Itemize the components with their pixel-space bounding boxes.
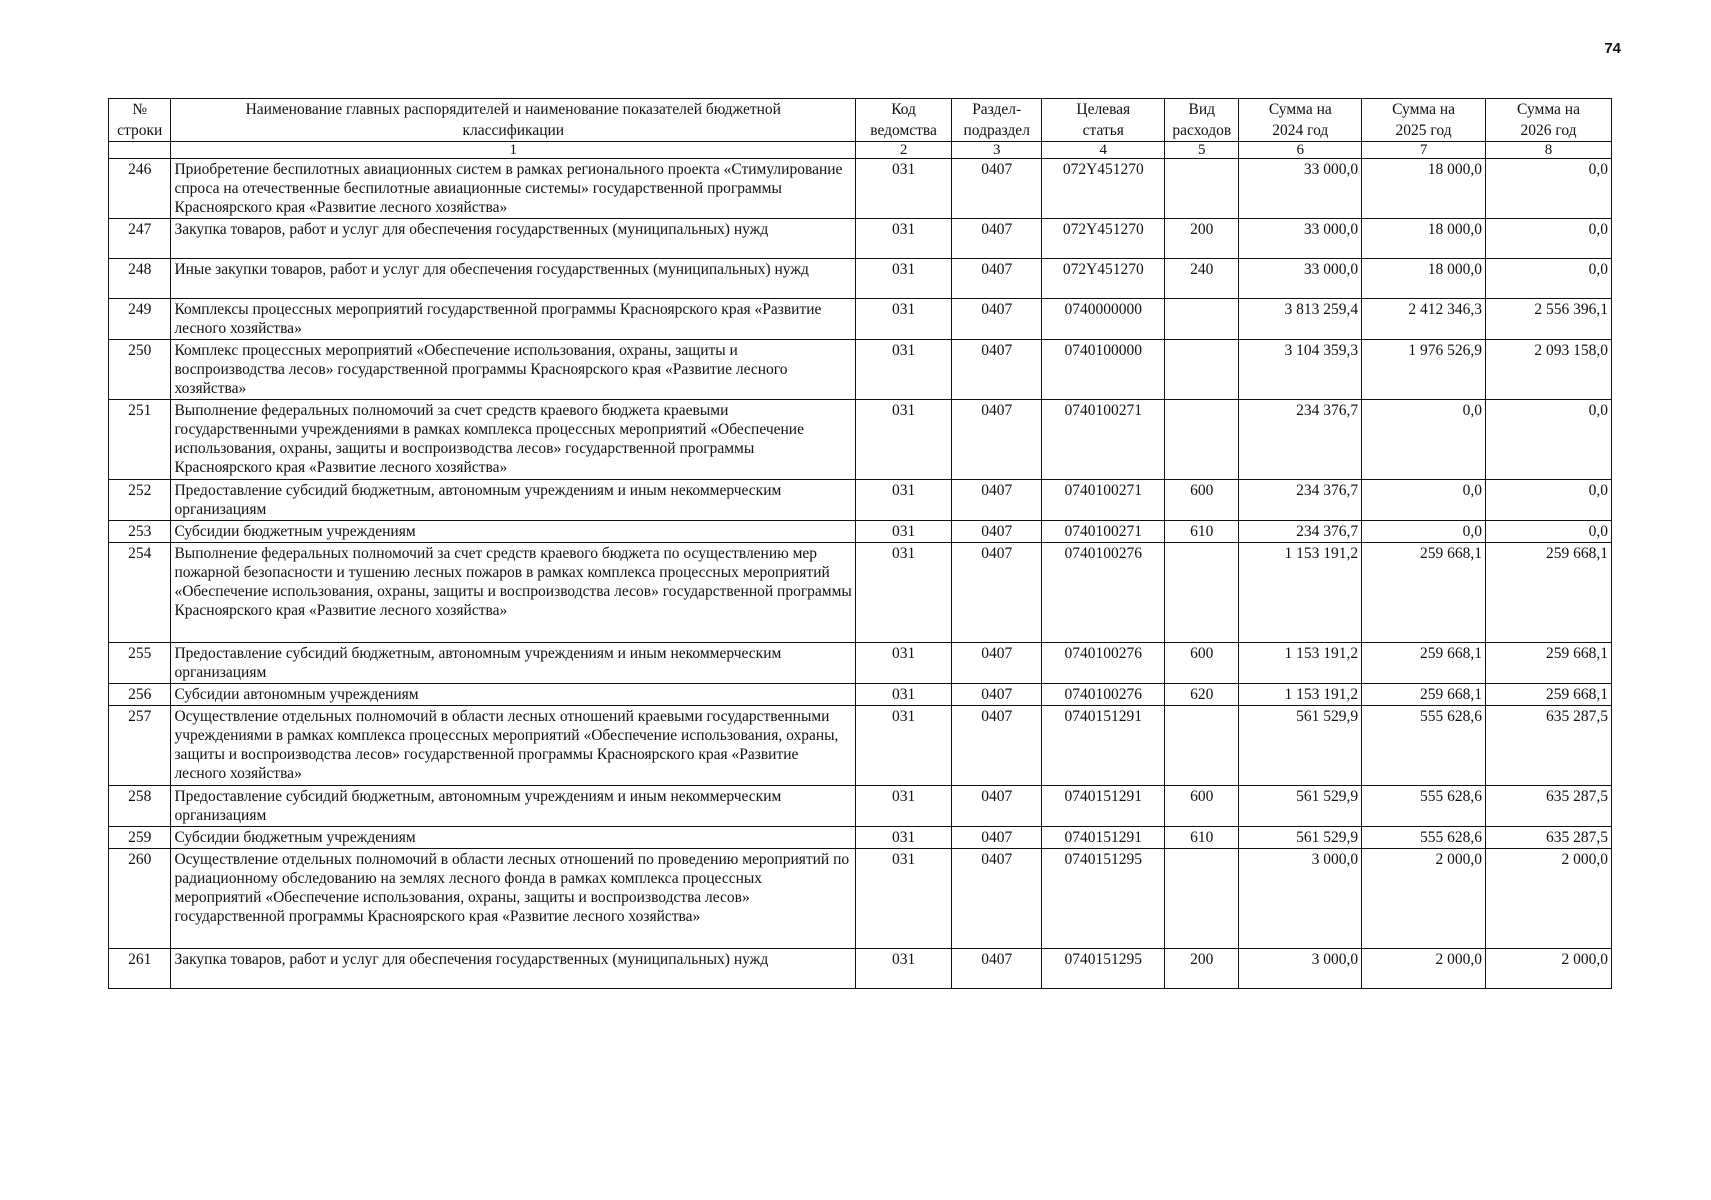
row-target-cell: 0740100276 <box>1042 643 1165 684</box>
row-section-cell: 0407 <box>951 786 1041 827</box>
row-exp-type-cell: 620 <box>1165 684 1239 706</box>
row-dept-code-cell: 031 <box>856 340 952 400</box>
column-index: 4 <box>1042 142 1165 159</box>
row-name-cell: Комплекс процессных мероприятий «Обеспечение использования, охраны, защиты и воспроизводства лесов» государственной программы Красноярского края «Развитие лесного хозяйства» <box>171 340 856 400</box>
row-exp-type-cell: 600 <box>1165 786 1239 827</box>
row-sum-2025-cell: 2 412 346,3 <box>1362 299 1486 340</box>
row-name-cell: Иные закупки товаров, работ и услуг для обеспечения государственных (муниципальных) нужд <box>171 259 856 299</box>
row-name-cell: Закупка товаров, работ и услуг для обеспечения государственных (муниципальных) нужд <box>171 949 856 989</box>
row-sum-2026-cell: 0,0 <box>1485 480 1611 521</box>
row-sum-2025-cell: 259 668,1 <box>1362 543 1486 643</box>
row-sum-2024-cell: 1 153 191,2 <box>1239 643 1362 684</box>
row-sum-2024-cell: 33 000,0 <box>1239 219 1362 259</box>
row-number-cell: 259 <box>109 827 171 849</box>
table-row <box>109 400 1612 480</box>
row-section-cell: 0407 <box>951 849 1041 949</box>
row-target-cell: 072Y451270 <box>1042 219 1165 259</box>
row-name-cell: Выполнение федеральных полномочий за счет средств краевого бюджета по осуществлению мер пожарной безопасности и тушению лесных пожаров в рамках комплекса процессных мероприятий «Обеспечение использования, охраны, защиты и воспроизводства лесов» государственной программы Красноярского края «Развитие лесного хозяйства» <box>171 543 856 643</box>
row-sum-2026-cell: 259 668,1 <box>1485 684 1611 706</box>
row-number-cell: 252 <box>109 480 171 521</box>
row-sum-2024-cell: 3 104 359,3 <box>1239 340 1362 400</box>
row-sum-2026-cell: 0,0 <box>1485 159 1611 219</box>
row-name-cell: Осуществление отдельных полномочий в области лесных отношений по проведению мероприятий по радиационному обследованию на землях лесного фонда в рамках комплекса процессных мероприятий «Обеспечение использования, охраны, защиты и воспроизводства лесов» государственной программы Красноярского края «Развитие лесного хозяйства» <box>171 849 856 949</box>
row-exp-type-cell <box>1165 340 1239 400</box>
table-body <box>109 159 1612 989</box>
row-section-cell: 0407 <box>951 480 1041 521</box>
row-sum-2024-cell: 561 529,9 <box>1239 786 1362 827</box>
row-dept-code-cell: 031 <box>856 643 952 684</box>
row-number-cell: 250 <box>109 340 171 400</box>
row-sum-2025-cell: 259 668,1 <box>1362 643 1486 684</box>
row-section-cell: 0407 <box>951 299 1041 340</box>
header-row <box>109 99 1612 142</box>
table-row <box>109 827 1612 849</box>
column-index: 5 <box>1165 142 1239 159</box>
row-name-cell: Предоставление субсидий бюджетным, автономным учреждениям и иным некоммерческим организациям <box>171 480 856 521</box>
row-number-cell: 253 <box>109 521 171 543</box>
row-target-cell: 072Y451270 <box>1042 159 1165 219</box>
column-index-row <box>109 142 1612 159</box>
row-exp-type-cell <box>1165 706 1239 786</box>
row-section-cell: 0407 <box>951 400 1041 480</box>
row-section-cell: 0407 <box>951 949 1041 989</box>
row-section-cell: 0407 <box>951 259 1041 299</box>
table-row <box>109 219 1612 259</box>
column-index: 2 <box>856 142 952 159</box>
page-number: 74 <box>1604 40 1621 57</box>
row-number-cell: 256 <box>109 684 171 706</box>
row-sum-2026-cell: 259 668,1 <box>1485 643 1611 684</box>
row-number-cell: 261 <box>109 949 171 989</box>
row-number-cell: 249 <box>109 299 171 340</box>
table-row <box>109 706 1612 786</box>
row-sum-2024-cell: 3 813 259,4 <box>1239 299 1362 340</box>
row-name-cell: Приобретение беспилотных авиационных систем в рамках регионального проекта «Стимулирование спроса на отечественные беспилотные авиационные системы» государственной программы Красноярского края «Развитие лесного хозяйства» <box>171 159 856 219</box>
row-number-cell: 254 <box>109 543 171 643</box>
row-dept-code-cell: 031 <box>856 786 952 827</box>
row-section-cell: 0407 <box>951 521 1041 543</box>
row-dept-code-cell: 031 <box>856 543 952 643</box>
row-sum-2026-cell: 2 556 396,1 <box>1485 299 1611 340</box>
row-section-cell: 0407 <box>951 684 1041 706</box>
header-row-no: № строки <box>109 99 171 142</box>
row-target-cell: 0740000000 <box>1042 299 1165 340</box>
row-section-cell: 0407 <box>951 643 1041 684</box>
row-dept-code-cell: 031 <box>856 259 952 299</box>
row-sum-2025-cell: 0,0 <box>1362 521 1486 543</box>
row-section-cell: 0407 <box>951 827 1041 849</box>
row-sum-2025-cell: 0,0 <box>1362 480 1486 521</box>
table-row <box>109 299 1612 340</box>
row-number-cell: 251 <box>109 400 171 480</box>
row-target-cell: 0740151291 <box>1042 706 1165 786</box>
row-number-cell: 258 <box>109 786 171 827</box>
row-target-cell: 0740100000 <box>1042 340 1165 400</box>
row-number-cell: 246 <box>109 159 171 219</box>
row-number-cell: 248 <box>109 259 171 299</box>
row-number-cell: 255 <box>109 643 171 684</box>
header-exp-type: Вид расходов <box>1165 99 1239 142</box>
row-sum-2025-cell: 18 000,0 <box>1362 259 1486 299</box>
row-exp-type-cell: 610 <box>1165 521 1239 543</box>
table-row <box>109 849 1612 949</box>
header-target: Целевая статья <box>1042 99 1165 142</box>
row-section-cell: 0407 <box>951 706 1041 786</box>
row-dept-code-cell: 031 <box>856 521 952 543</box>
header-sum-2026: Сумма на 2026 год <box>1485 99 1611 142</box>
column-index: 6 <box>1239 142 1362 159</box>
row-number-cell: 257 <box>109 706 171 786</box>
table-row <box>109 480 1612 521</box>
row-target-cell: 0740151295 <box>1042 949 1165 989</box>
row-sum-2025-cell: 2 000,0 <box>1362 849 1486 949</box>
row-sum-2024-cell: 1 153 191,2 <box>1239 684 1362 706</box>
table-row <box>109 684 1612 706</box>
header-section: Раздел- подраздел <box>951 99 1041 142</box>
row-section-cell: 0407 <box>951 219 1041 259</box>
table-row <box>109 259 1612 299</box>
row-sum-2026-cell: 0,0 <box>1485 259 1611 299</box>
row-dept-code-cell: 031 <box>856 849 952 949</box>
row-dept-code-cell: 031 <box>856 949 952 989</box>
row-target-cell: 0740100271 <box>1042 480 1165 521</box>
row-section-cell: 0407 <box>951 340 1041 400</box>
row-sum-2026-cell: 2 000,0 <box>1485 849 1611 949</box>
table-row <box>109 949 1612 989</box>
row-sum-2025-cell: 0,0 <box>1362 400 1486 480</box>
row-dept-code-cell: 031 <box>856 706 952 786</box>
row-sum-2024-cell: 561 529,9 <box>1239 706 1362 786</box>
row-sum-2024-cell: 234 376,7 <box>1239 480 1362 521</box>
budget-table <box>108 98 1612 989</box>
row-sum-2026-cell: 0,0 <box>1485 219 1611 259</box>
row-sum-2026-cell: 0,0 <box>1485 521 1611 543</box>
row-exp-type-cell: 600 <box>1165 480 1239 521</box>
row-sum-2026-cell: 0,0 <box>1485 400 1611 480</box>
row-name-cell: Субсидии бюджетным учреждениям <box>171 827 856 849</box>
row-exp-type-cell <box>1165 849 1239 949</box>
header-sum-2024: Сумма на 2024 год <box>1239 99 1362 142</box>
row-name-cell: Субсидии бюджетным учреждениям <box>171 521 856 543</box>
row-dept-code-cell: 031 <box>856 219 952 259</box>
header-dept-code: Код ведомства <box>856 99 952 142</box>
row-name-cell: Закупка товаров, работ и услуг для обеспечения государственных (муниципальных) нужд <box>171 219 856 259</box>
row-dept-code-cell: 031 <box>856 299 952 340</box>
row-sum-2025-cell: 555 628,6 <box>1362 786 1486 827</box>
row-sum-2024-cell: 33 000,0 <box>1239 259 1362 299</box>
row-target-cell: 0740100271 <box>1042 521 1165 543</box>
row-dept-code-cell: 031 <box>856 480 952 521</box>
row-sum-2026-cell: 2 000,0 <box>1485 949 1611 989</box>
row-sum-2024-cell: 33 000,0 <box>1239 159 1362 219</box>
column-index: 8 <box>1485 142 1611 159</box>
row-sum-2024-cell: 234 376,7 <box>1239 521 1362 543</box>
row-sum-2025-cell: 1 976 526,9 <box>1362 340 1486 400</box>
row-sum-2025-cell: 18 000,0 <box>1362 159 1486 219</box>
row-name-cell: Субсидии автономным учреждениям <box>171 684 856 706</box>
header-sum-2025: Сумма на 2025 год <box>1362 99 1486 142</box>
row-sum-2025-cell: 555 628,6 <box>1362 827 1486 849</box>
row-exp-type-cell <box>1165 543 1239 643</box>
column-index: 1 <box>171 142 856 159</box>
row-exp-type-cell: 600 <box>1165 643 1239 684</box>
row-sum-2026-cell: 635 287,5 <box>1485 786 1611 827</box>
row-name-cell: Осуществление отдельных полномочий в области лесных отношений краевыми государственными учреждениями в рамках комплекса процессных мероприятий «Обеспечение использования, охраны, защиты и воспроизводства лесов» государственной программы Красноярского края «Развитие лесного хозяйства» <box>171 706 856 786</box>
row-target-cell: 0740151291 <box>1042 786 1165 827</box>
column-index: 3 <box>951 142 1041 159</box>
row-section-cell: 0407 <box>951 159 1041 219</box>
row-sum-2024-cell: 3 000,0 <box>1239 849 1362 949</box>
row-exp-type-cell: 240 <box>1165 259 1239 299</box>
row-number-cell: 260 <box>109 849 171 949</box>
row-target-cell: 0740100271 <box>1042 400 1165 480</box>
row-dept-code-cell: 031 <box>856 827 952 849</box>
table-header <box>109 99 1612 159</box>
row-target-cell: 0740100276 <box>1042 684 1165 706</box>
row-exp-type-cell: 610 <box>1165 827 1239 849</box>
column-index <box>109 142 171 159</box>
row-dept-code-cell: 031 <box>856 400 952 480</box>
table-row <box>109 786 1612 827</box>
row-target-cell: 0740151291 <box>1042 827 1165 849</box>
row-sum-2025-cell: 2 000,0 <box>1362 949 1486 989</box>
row-exp-type-cell <box>1165 159 1239 219</box>
row-exp-type-cell: 200 <box>1165 949 1239 989</box>
row-target-cell: 0740100276 <box>1042 543 1165 643</box>
row-exp-type-cell <box>1165 400 1239 480</box>
row-exp-type-cell <box>1165 299 1239 340</box>
row-sum-2025-cell: 18 000,0 <box>1362 219 1486 259</box>
column-index: 7 <box>1362 142 1486 159</box>
table-row <box>109 543 1612 643</box>
row-dept-code-cell: 031 <box>856 684 952 706</box>
row-sum-2025-cell: 555 628,6 <box>1362 706 1486 786</box>
row-target-cell: 072Y451270 <box>1042 259 1165 299</box>
row-sum-2026-cell: 635 287,5 <box>1485 827 1611 849</box>
row-name-cell: Выполнение федеральных полномочий за счет средств краевого бюджета краевыми государственными учреждениями в рамках комплекса процессных мероприятий «Обеспечение использования, охраны, защиты и воспроизводства лесов» государственной программы Красноярского края «Развитие лесного хозяйства» <box>171 400 856 480</box>
table-row <box>109 521 1612 543</box>
row-sum-2025-cell: 259 668,1 <box>1362 684 1486 706</box>
row-sum-2026-cell: 259 668,1 <box>1485 543 1611 643</box>
row-dept-code-cell: 031 <box>856 159 952 219</box>
row-sum-2026-cell: 2 093 158,0 <box>1485 340 1611 400</box>
row-sum-2026-cell: 635 287,5 <box>1485 706 1611 786</box>
row-target-cell: 0740151295 <box>1042 849 1165 949</box>
row-sum-2024-cell: 1 153 191,2 <box>1239 543 1362 643</box>
row-name-cell: Комплексы процессных мероприятий государственной программы Красноярского края «Развитие лесного хозяйства» <box>171 299 856 340</box>
row-sum-2024-cell: 3 000,0 <box>1239 949 1362 989</box>
row-name-cell: Предоставление субсидий бюджетным, автономным учреждениям и иным некоммерческим организациям <box>171 786 856 827</box>
row-number-cell: 247 <box>109 219 171 259</box>
row-section-cell: 0407 <box>951 543 1041 643</box>
header-name: Наименование главных распорядителей и наименование показателей бюджетной классификации <box>171 99 856 142</box>
row-sum-2024-cell: 234 376,7 <box>1239 400 1362 480</box>
row-exp-type-cell: 200 <box>1165 219 1239 259</box>
row-sum-2024-cell: 561 529,9 <box>1239 827 1362 849</box>
table-row <box>109 340 1612 400</box>
table-row <box>109 159 1612 219</box>
row-name-cell: Предоставление субсидий бюджетным, автономным учреждениям и иным некоммерческим организациям <box>171 643 856 684</box>
table-row <box>109 643 1612 684</box>
